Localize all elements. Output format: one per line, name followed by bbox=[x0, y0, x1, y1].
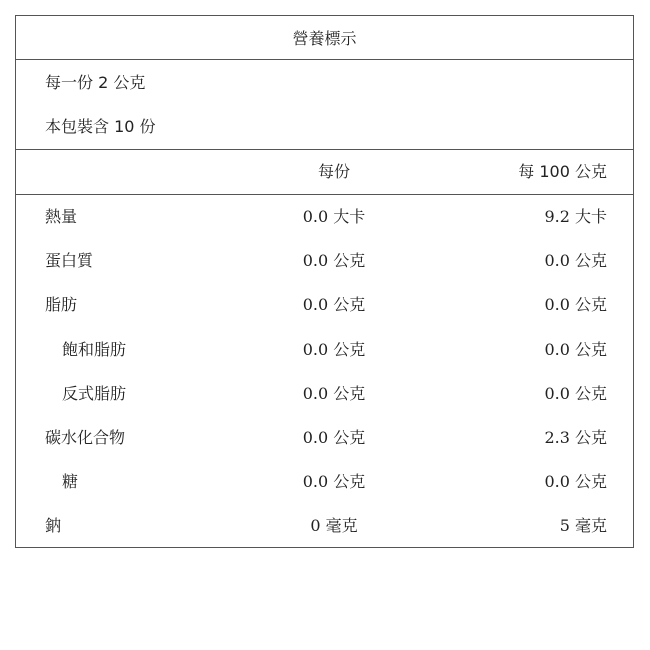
nutrient-name: 反式脂肪 bbox=[62, 383, 127, 403]
per-100g-value bbox=[544, 340, 607, 360]
per-serving-value bbox=[303, 340, 366, 360]
table-row bbox=[16, 504, 633, 548]
per-serving-unit: 大卡 bbox=[333, 207, 366, 226]
per-100g-unit: 公克 bbox=[574, 472, 607, 492]
servings-per-package: 本包裝含 10 份 bbox=[45, 117, 156, 136]
per-100g-number: 0.0 bbox=[544, 251, 570, 271]
per-serving-value bbox=[303, 472, 366, 492]
per-serving-number: 0.0 bbox=[302, 207, 329, 226]
per-100g-value bbox=[544, 384, 607, 404]
column-header-band bbox=[16, 150, 633, 195]
per-serving-unit: 毫克 bbox=[325, 516, 358, 536]
table-row bbox=[16, 460, 633, 504]
per-serving-number: 0.0 bbox=[302, 339, 329, 359]
per-serving-value bbox=[303, 384, 366, 404]
per-100g-unit: 大卡 bbox=[574, 207, 607, 226]
serving-info-band bbox=[16, 60, 633, 150]
per-serving-unit: 公克 bbox=[333, 472, 366, 492]
nutrition-title: 營養標示 bbox=[292, 29, 357, 48]
per-serving-unit: 公克 bbox=[333, 339, 366, 359]
nutrient-name: 飽和脂肪 bbox=[62, 339, 127, 359]
per-100g-value bbox=[544, 251, 607, 271]
nutrient-name: 鈉 bbox=[45, 516, 62, 536]
per-100g-value bbox=[560, 516, 607, 536]
per-serving-number: 0.0 bbox=[302, 472, 329, 492]
per-serving-value bbox=[303, 428, 366, 448]
per-100g-number: 0.0 bbox=[544, 339, 570, 359]
per-100g-value bbox=[544, 295, 607, 315]
per-100g-value bbox=[544, 472, 607, 492]
per-100g-number: 2.3 bbox=[544, 427, 570, 447]
per-serving-unit: 公克 bbox=[333, 427, 366, 447]
table-row bbox=[16, 416, 633, 460]
per-serving-number: 0 bbox=[310, 516, 321, 536]
per-serving-number: 0.0 bbox=[302, 383, 329, 403]
per-serving-unit: 公克 bbox=[333, 295, 366, 315]
per-100g-unit: 公克 bbox=[574, 339, 607, 359]
nutrient-name: 碳水化合物 bbox=[45, 427, 126, 447]
per-serving-value bbox=[303, 251, 366, 271]
per-serving-number: 0.0 bbox=[302, 251, 329, 271]
per-100g-number: 0.0 bbox=[544, 383, 570, 403]
table-row bbox=[16, 283, 633, 327]
per-100g-unit: 公克 bbox=[574, 251, 607, 271]
nutrient-name: 熱量 bbox=[45, 207, 78, 226]
table-row bbox=[16, 372, 633, 416]
per-100g-unit: 公克 bbox=[574, 295, 607, 315]
per-serving-number: 0.0 bbox=[302, 295, 329, 315]
per-100g-unit: 公克 bbox=[574, 383, 607, 403]
serving-size: 每一份 2 公克 bbox=[45, 73, 146, 92]
per-serving-value bbox=[303, 295, 366, 315]
per-100g-unit: 公克 bbox=[574, 427, 607, 447]
per-100g-value bbox=[544, 207, 607, 227]
nutrient-name: 脂肪 bbox=[45, 295, 78, 315]
per-100g-number: 0.0 bbox=[544, 472, 570, 492]
per-100g-unit: 毫克 bbox=[574, 516, 607, 536]
per-serving-unit: 公克 bbox=[333, 251, 366, 271]
column-header-per-serving: 每份 bbox=[317, 162, 351, 181]
per-100g-number: 9.2 bbox=[544, 207, 570, 226]
table-row bbox=[16, 195, 633, 239]
table-row bbox=[16, 328, 633, 372]
per-100g-number: 5 bbox=[559, 516, 570, 536]
per-serving-value bbox=[310, 516, 357, 536]
column-header-per-100g: 每 100 公克 bbox=[518, 162, 607, 181]
nutrient-rows bbox=[16, 195, 633, 549]
per-100g-number: 0.0 bbox=[544, 295, 570, 315]
per-serving-number: 0.0 bbox=[302, 427, 329, 447]
table-row bbox=[16, 239, 633, 283]
nutrient-name: 蛋白質 bbox=[45, 251, 94, 271]
nutrient-name: 糖 bbox=[62, 472, 79, 492]
per-100g-value bbox=[544, 428, 607, 448]
nutrition-title-band bbox=[16, 16, 633, 60]
per-serving-value bbox=[303, 207, 366, 227]
nutrition-facts-panel bbox=[15, 15, 634, 548]
per-serving-unit: 公克 bbox=[333, 383, 366, 403]
